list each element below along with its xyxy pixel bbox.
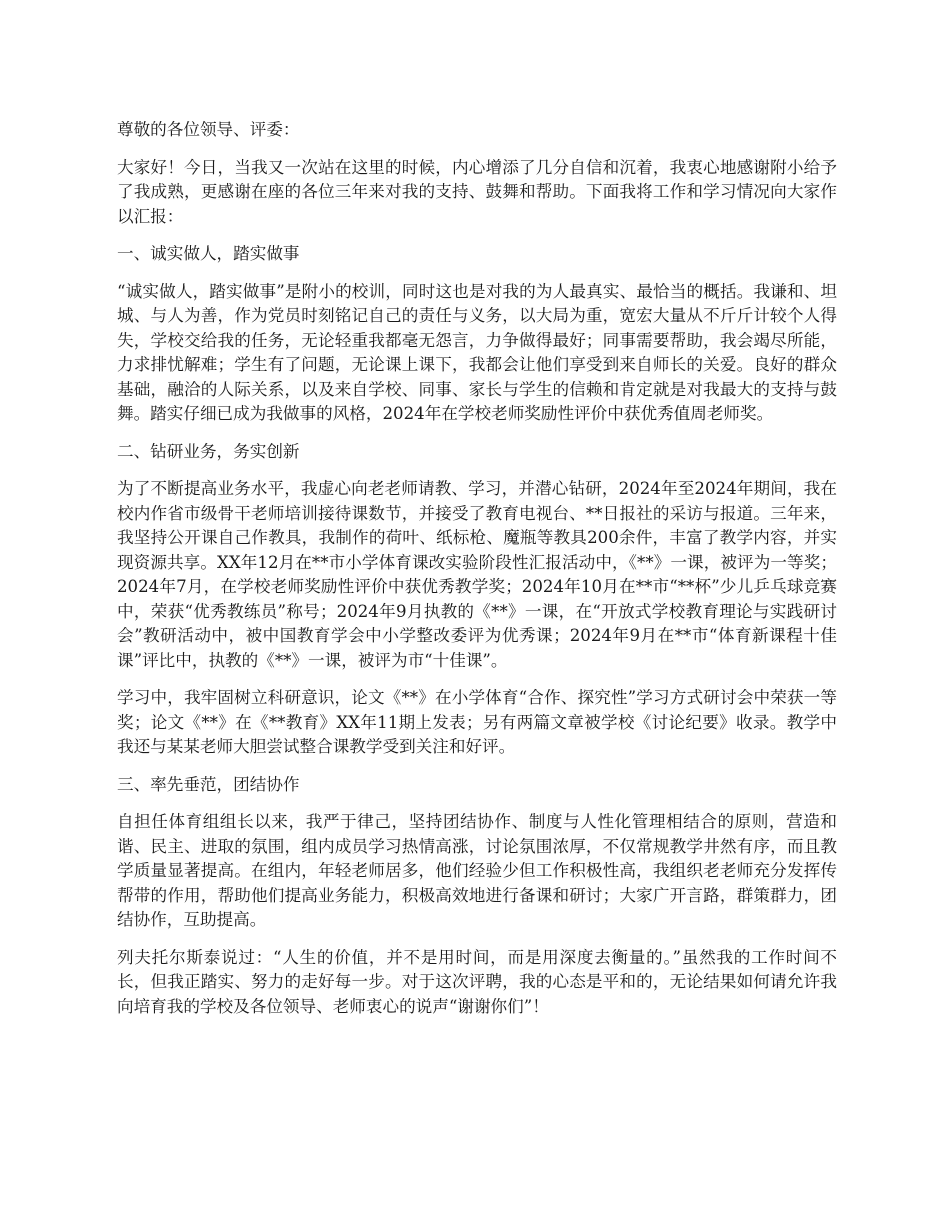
section-1-heading: 一、诚实做人，踏实做事	[117, 244, 300, 263]
intro-paragraph: 大家好！今日，当我又一次站在这里的时候，内心增添了几分自信和沉着，我衷心地感谢附小给予了我成熟，更感谢在座的各位三年来对我的支持、鼓舞和帮助。下面我将工作和学习情况向大家作以汇报：	[117, 157, 837, 226]
closing-paragraph: 列夫托尔斯泰说过：“人生的价值，并不是用时间，而是用深度去衡量的。”虽然我的工作时间不长，但我正踏实、努力的走好每一步。对于这次评聘，我的心态是平和的，无论结果如何请允许我向培育我的学校及各位领导、老师衷心的说声“谢谢你们”！	[117, 947, 837, 1016]
section-1-paragraph: “诚实做人，踏实做事”是附小的校训，同时这也是对我的为人最真实、最恰当的概括。我谦和、坦城、与人为善，作为党员时刻铭记自己的责任与义务，以大局为重，宽宏大量从不斤斤计较个人得失，学校交给我的任务，无论轻重我都毫无怨言，力争做得最好；同事需要帮助，我会竭尽所能，力求排忧解难；学生有了问题，无论课上课下，我都会让他们享受到来自师长的关爱。良好的群众基础，融洽的人际关系，以及来自学校、同事、家长与学生的信赖和肯定就是对我最大的支持与鼓舞。踏实仔细已成为我做事的风格，2024年在学校老师奖励性评价中获优秀值周老师奖。	[117, 281, 837, 423]
document-body	[117, 118, 837, 1032]
section-2-heading: 二、钻研业务，务实创新	[117, 441, 300, 461]
salutation: 尊敬的各位领导、评委：	[117, 120, 300, 139]
section-3-heading: 三、率先垂范，团结协作	[117, 774, 300, 794]
section-2-paragraph-2: 学习中，我牢固树立科研意识，论文《**》在小学体育“合作、探究性”学习方式研讨会中荣获一等奖；论文《**》在《**教育》XX年11期上发表；另有两篇文章被学校《讨论纪要》收录。教学中我还与某某老师大胆尝试整合课教学受到关注和好评。	[117, 688, 837, 756]
section-2-paragraph-1: 为了不断提高业务水平，我虚心向老老师请教、学习，并潜心钻研，2024年至2024年期间，我在校内作省市级骨干老师培训接待课数节，并接受了教育电视台、**日报社的采访与报道。三年来，我坚持公开课自己作教具，我制作的荷叶、纸标枪、魔瓶等教具200余件，丰富了教学内容，并实现资源共享。XX年12月在**市小学体育课改实验阶段性汇报活动中，《**》一课，被评为一等奖；2024年7月，在学校老师奖励性评价中获优秀教学奖；2024年10月在**市“**杯”少儿乒乓球竞赛中，荣获“优秀教练员”称号；2024年9月执教的《**》一课，在“开放式学校教育理论与实践研讨会”教研活动中，被中国教育学会中小学整改委评为优秀课；2024年9月在**市“体育新课程十佳课”评比中，执教的《**》一课，被评为市“十佳课”。	[117, 479, 837, 670]
section-3-paragraph: 自担任体育组组长以来，我严于律己，坚持团结协作、制度与人性化管理相结合的原则，营造和谐、民主、进取的氛围，组内成员学习热情高涨，讨论氛围浓厚，不仅常规教学井然有序，而且教学质量显著提高。在组内，年轻老师居多，他们经验少但工作积极性高，我组织老老师充分发挥传帮带的作用，帮助他们提高业务能力，积极高效地进行备课和研讨；大家广开言路，群策群力，团结协作，互助提高。	[117, 812, 837, 929]
